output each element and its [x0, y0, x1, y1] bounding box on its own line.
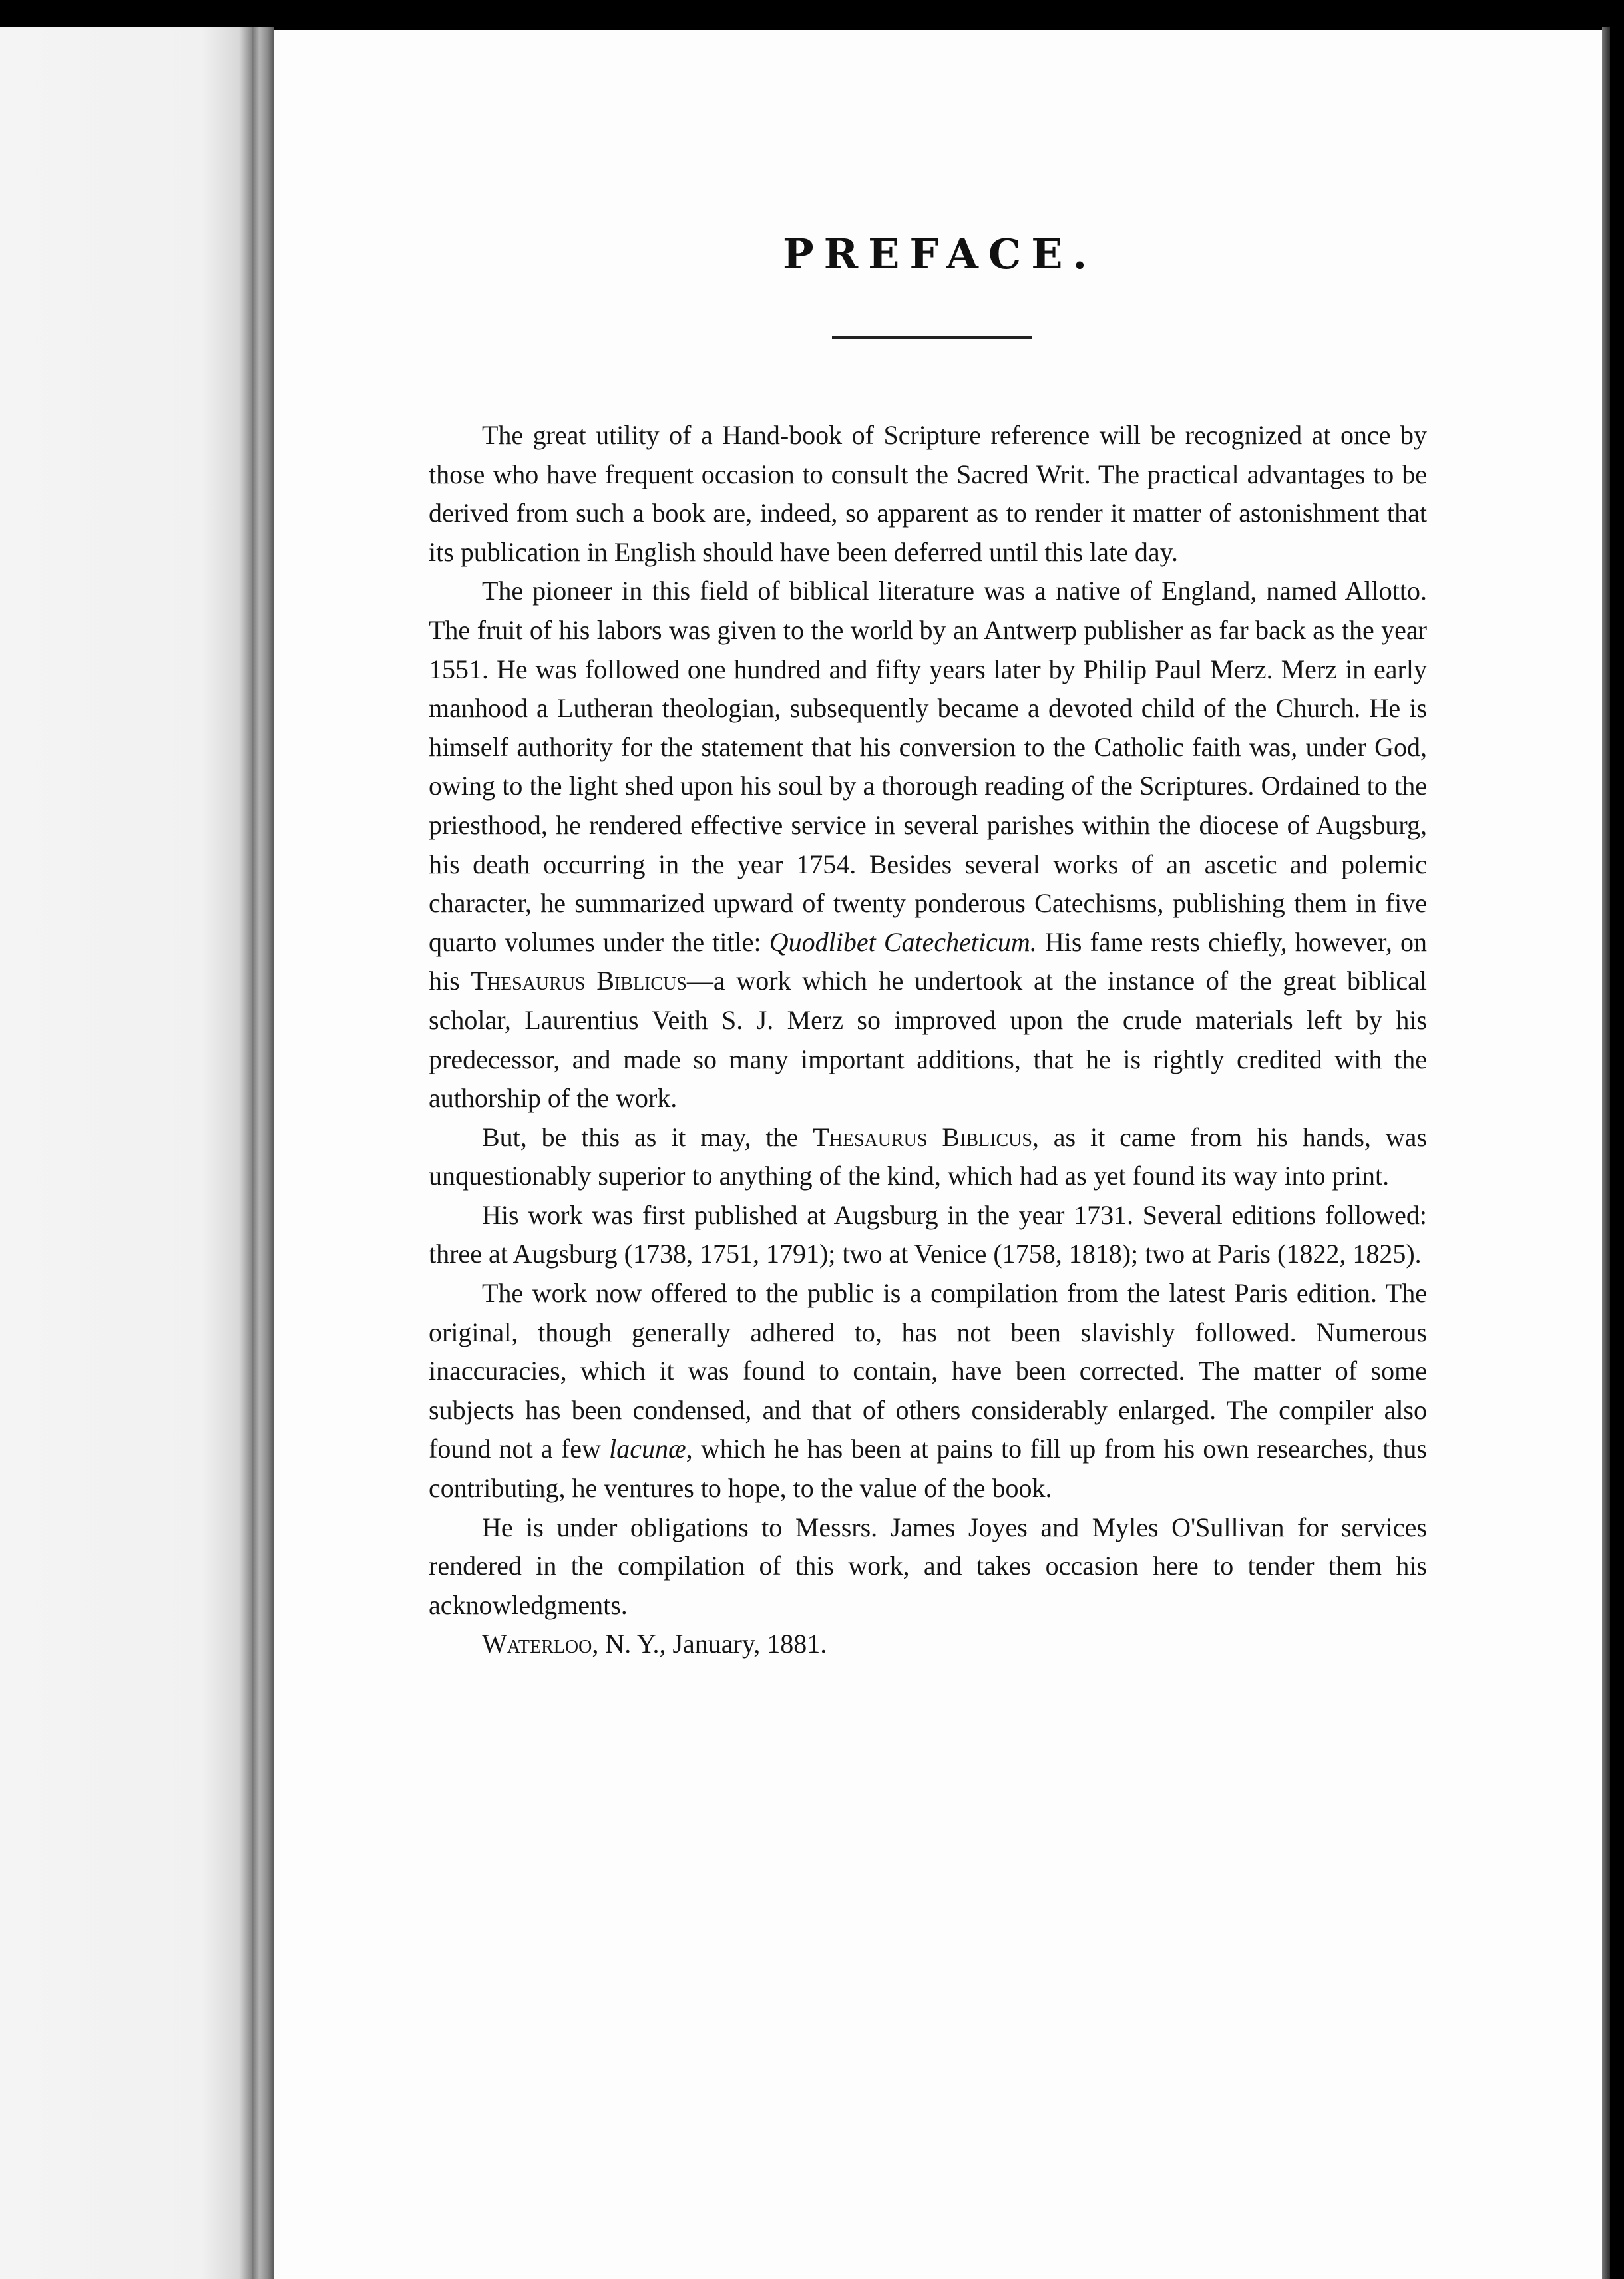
latin-term-italic: lacunæ — [609, 1434, 686, 1464]
paragraph-text: The pioneer in this field of biblical literature was a native of England, named Allotto. The fruit of his labors was given to the world by an Antwerp publisher as far back as the year 1551. He was followed one hundred and fifty years later by Philip Paul Merz. Merz in early manhood a Lutheran theologian, subsequently became a devoted child of the Church. He is himself authority for the statement that his conversion to the Catholic faith was, under God, owing to the light shed upon his soul by a thorough reading of the Scriptures. Ordained to the priesthood, he rendered effective service in several parishes within the diocese of Augsburg, his death occurring in the year 1754. Besides several works of an ascetic and polemic character, he summarized upward of twenty ponderous Catechisms, publishing them in five quarto volumes under the title: — [429, 576, 1427, 957]
paragraph-text: , as it came from his hands, was unquestionably superior to anything of the kind, which had as yet found its way into print. — [429, 1122, 1427, 1191]
paragraph-3 — [429, 1118, 1427, 1196]
paragraph-text: The work now offered to the public is a compilation from the latest Paris edition. The original, though generally adhered to, has not been slavishly followed. Numerous inaccuracies, which it was found to contain, have been corrected. The matter of some subjects has been condensed, and that of others considerably enlarged. The compiler also found not a few — [429, 1278, 1427, 1464]
signature-date: , N. Y., January, 1881. — [592, 1629, 827, 1659]
page-edge — [1602, 27, 1610, 2279]
paragraph-text: His work was first published at Augsburg in the year 1731. Several editions followed: three at Augsburg (1738, 1751, 1791); two at Venice (1758, 1818); two at Paris (1822, 1825). — [429, 1199, 1427, 1269]
paragraph-text: His fame rests chiefly, however, on his — [429, 927, 1427, 996]
paragraph-1 — [429, 416, 1427, 572]
title-rule — [832, 336, 1032, 339]
paragraph-text: , which he has been at pains to fill up from his own researches, thus contributing, he ventures to hope, to the value of the book. — [429, 1434, 1428, 1504]
paragraph-4 — [429, 1196, 1427, 1274]
paragraph-text: The great utility of a Hand-book of Scripture reference will be recognized at once by those who have frequent occasion to consult the Sacred Writ. The practical advantages to be derived from such a book are, indeed, so apparent as to render it matter of astonishment that its publication in English should have been deferred until this late day. — [429, 420, 1427, 567]
paragraph-text: He is under obligations to Messrs. James Joyes and Myles O'Sullivan for services rendered in the compilation of this work, and takes occasion here to tender them his acknowledgments. — [429, 1512, 1427, 1620]
book-title-small-caps: Thesaurus Biblicus — [813, 1122, 1032, 1152]
preface-page — [274, 30, 1602, 2279]
paragraph-5 — [429, 1274, 1427, 1508]
book-title-small-caps: Thesaurus Biblicus — [471, 966, 687, 996]
preface-body — [429, 416, 1427, 1664]
book-gutter — [252, 27, 274, 2279]
signature-line — [429, 1625, 1427, 1664]
page-title: PREFACE. — [782, 230, 1098, 278]
paragraph-text: But, be this as it may, the — [482, 1122, 813, 1152]
paragraph-6 — [429, 1508, 1427, 1625]
paragraph-2 — [429, 572, 1427, 1118]
book-title-italic: Quodlibet Catecheticum. — [769, 927, 1037, 957]
paragraph-text: —a work which he undertook at the instance of the great biblical scholar, Laurentius Veith S. J. Merz so improved upon the crude materials left by his predecessor, and made so many important additions, that he is rightly credited with the authorship of the work. — [429, 966, 1427, 1114]
signature-place: Waterloo — [482, 1629, 592, 1659]
left-facing-page — [0, 27, 252, 2279]
